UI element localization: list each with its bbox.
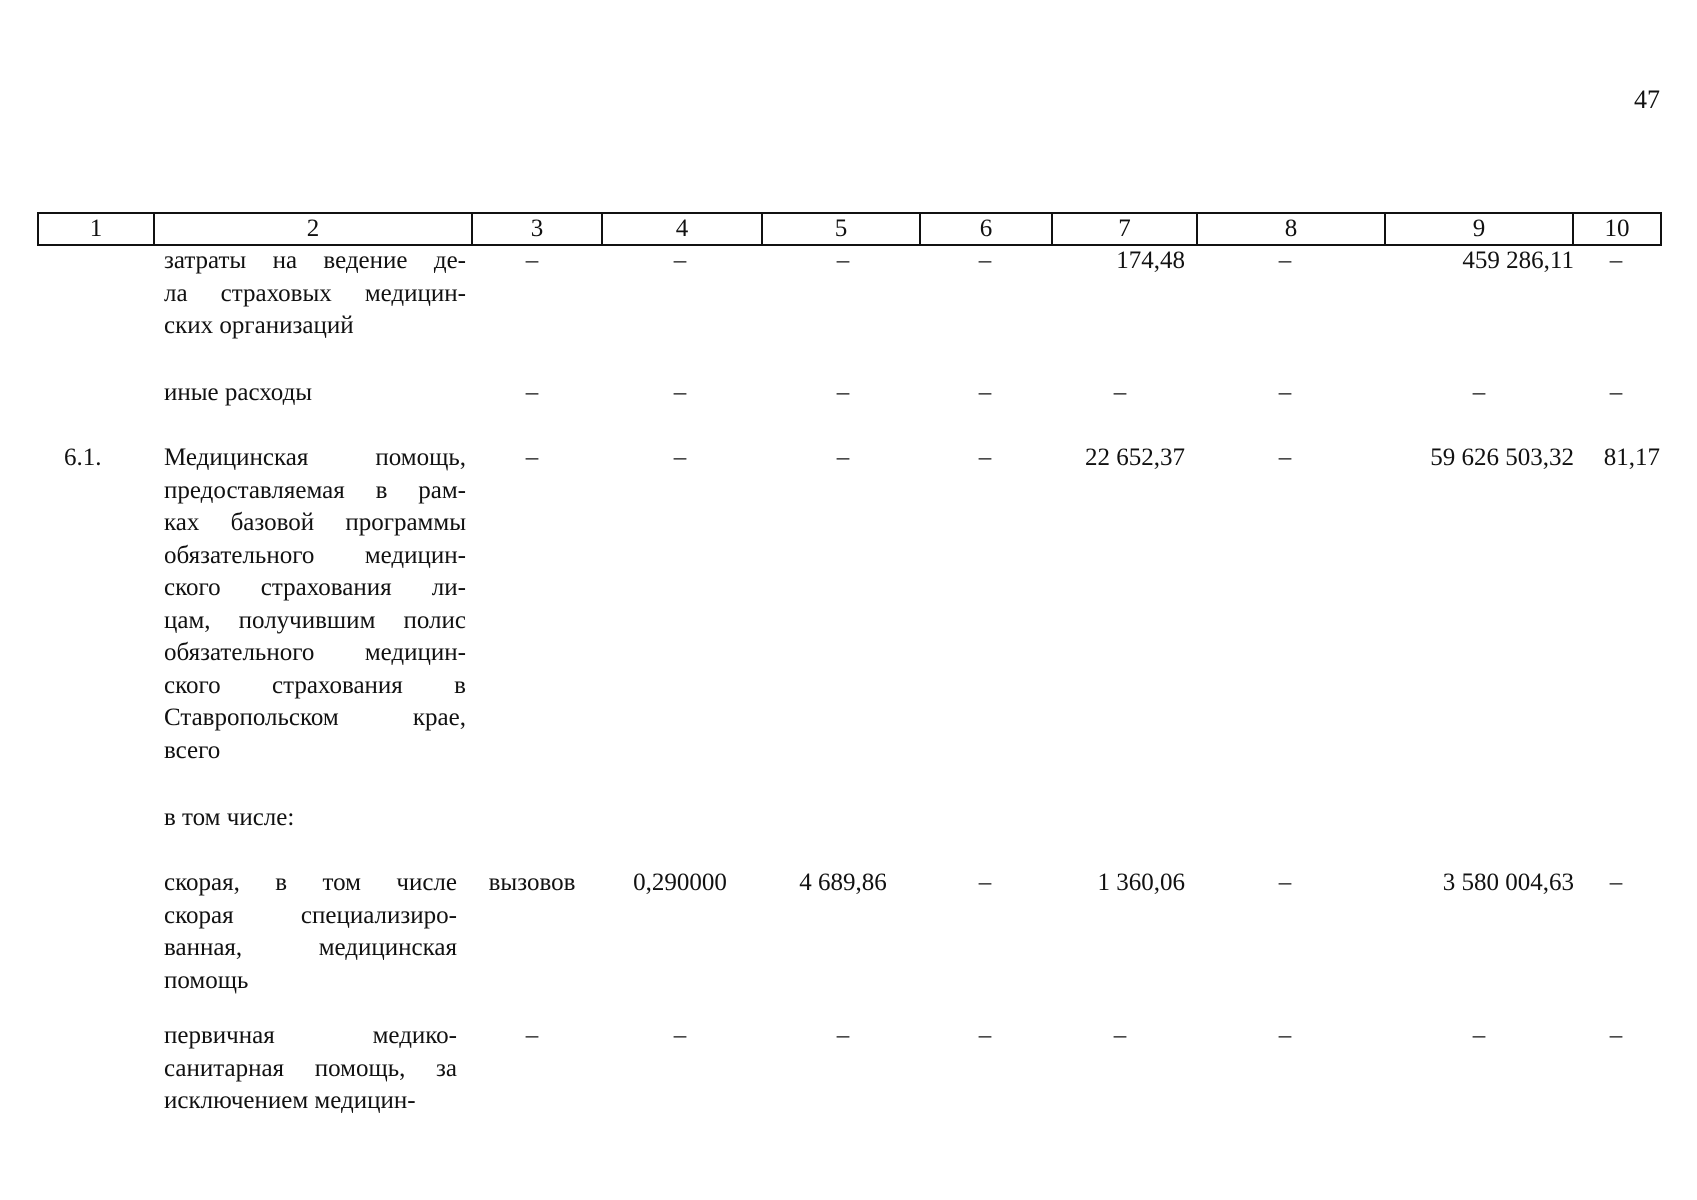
cell-col9: – <box>1472 1022 1486 1049</box>
column-number-cell: 1 <box>38 213 154 245</box>
cell-col10: – <box>1609 379 1623 406</box>
cell-col8: – <box>1278 869 1292 896</box>
cell-col9: – <box>1472 379 1486 406</box>
cell-col6: – <box>978 1022 992 1049</box>
row-description <box>164 245 466 343</box>
cell-col7: – <box>1113 1022 1127 1049</box>
cell-col10: – <box>1609 1022 1623 1049</box>
column-number-cell: 6 <box>920 213 1052 245</box>
column-number-cell: 8 <box>1197 213 1385 245</box>
description-line: Медицинская помощь, <box>164 444 466 471</box>
cell-col5: – <box>836 1022 850 1049</box>
cell-col7: 22 652,37 <box>1085 444 1185 471</box>
cell-col10: 81,17 <box>1603 444 1660 471</box>
cell-col9: 459 286,11 <box>1462 247 1574 274</box>
description-line: ских организаций <box>164 312 354 339</box>
cell-col9: 59 626 503,32 <box>1430 444 1574 471</box>
cell-col6: – <box>978 444 992 471</box>
cell-col5: – <box>836 379 850 406</box>
description-line: ла страховых медицин- <box>164 279 466 307</box>
column-number-cell: 3 <box>472 213 602 245</box>
cell-col8: – <box>1278 379 1292 406</box>
cell-col5: – <box>836 247 850 274</box>
description-line: скорая, в том числе <box>164 869 457 896</box>
cell-col8: – <box>1278 247 1292 274</box>
cell-col6: – <box>978 247 992 274</box>
row-number: 6.1. <box>64 444 102 471</box>
description-line: ванная, медицинская <box>164 934 457 961</box>
description-line: обязательного медицин- <box>164 639 466 666</box>
cell-col10: – <box>1609 869 1623 896</box>
description-line: затраты на ведение де- <box>164 247 466 274</box>
description-line: Ставропольском крае, <box>164 704 466 731</box>
cell-col7: – <box>1113 379 1127 406</box>
column-number-cell: 2 <box>154 213 472 245</box>
cell-col4: – <box>673 247 687 274</box>
description-line: санитарная помощь, за <box>164 1054 457 1082</box>
description-line: предоставляемая в рам- <box>164 476 466 504</box>
description-line: иные расходы <box>164 379 313 406</box>
description-line: помощь <box>164 966 249 994</box>
cell-col9: 3 580 004,63 <box>1442 869 1574 896</box>
column-number-cell: 4 <box>602 213 762 245</box>
row-description <box>164 867 457 997</box>
column-number-cell: 10 <box>1573 213 1661 245</box>
cell-col8: – <box>1278 444 1292 471</box>
description-line: скорая специализиро- <box>164 901 457 929</box>
column-number-row <box>38 213 1661 245</box>
description-line: в том числе: <box>164 804 295 831</box>
cell-col4: – <box>673 379 687 406</box>
cell-col7: 1 360,06 <box>1097 869 1185 896</box>
description-line: цам, получившим полис <box>164 606 466 634</box>
row-description <box>164 377 466 410</box>
row-description <box>164 1020 457 1118</box>
description-line: ского страхования в <box>164 671 466 699</box>
cell-col4: 0,290000 <box>633 869 727 896</box>
column-number-header <box>37 212 1662 246</box>
cell-col3: – <box>525 379 539 406</box>
description-line: первичная медико- <box>164 1022 457 1049</box>
description-line: ского страхования ли- <box>164 574 466 601</box>
cell-col6: – <box>978 869 992 896</box>
description-line: исключением медицин- <box>164 1087 416 1114</box>
cell-col4: – <box>673 444 687 471</box>
cell-col10: – <box>1609 247 1623 274</box>
description-line: всего <box>164 736 221 764</box>
row-description <box>164 442 466 767</box>
description-line: ках базовой программы <box>164 509 466 536</box>
column-number-cell: 7 <box>1052 213 1197 245</box>
column-number-cell: 9 <box>1385 213 1573 245</box>
cell-col8: – <box>1278 1022 1292 1049</box>
cell-col3: – <box>525 444 539 471</box>
cell-col3: вызовов <box>488 869 576 896</box>
description-line: обязательного медицин- <box>164 541 466 569</box>
row-description <box>164 802 466 835</box>
cell-col5: 4 689,86 <box>799 869 887 896</box>
cell-col3: – <box>525 247 539 274</box>
cell-col4: – <box>673 1022 687 1049</box>
cell-col5: – <box>836 444 850 471</box>
page-number: 47 <box>1634 85 1660 114</box>
column-number-cell: 5 <box>762 213 920 245</box>
cell-col7: 174,48 <box>1116 247 1185 274</box>
cell-col3: – <box>525 1022 539 1049</box>
cell-col6: – <box>978 379 992 406</box>
